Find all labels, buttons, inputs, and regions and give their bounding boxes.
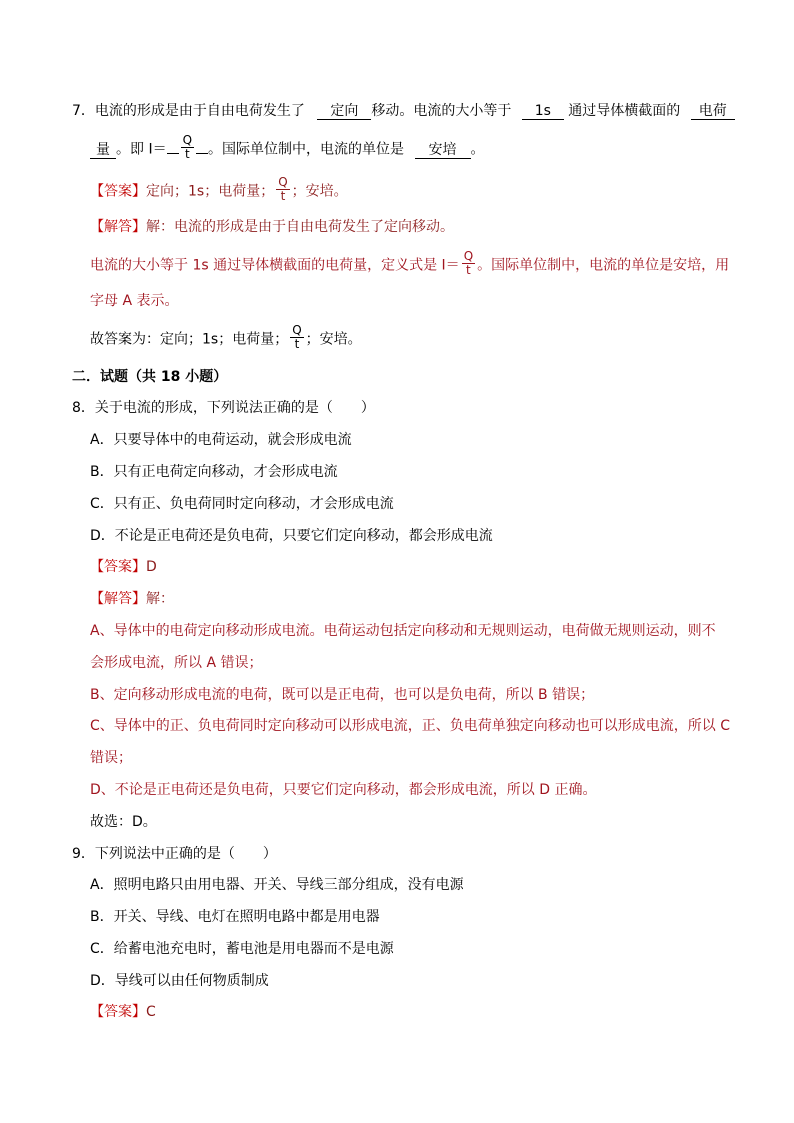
answer-tag: 【答案】 [90, 559, 146, 575]
q7-blank-4-left [167, 153, 179, 154]
q8-conclusion: 故选：D。 [90, 814, 157, 830]
analysis-tag: 【解答】 [90, 591, 146, 607]
q8-stem: 8．关于电流的形成，下列说法正确的是（ ） [72, 400, 375, 416]
fraction-denominator: t [466, 263, 471, 277]
q8-analysis-line: D、不论是正电荷还是负电荷，只要它们定向移动，都会形成电流，所以 D 正确。 [90, 782, 597, 798]
q8-option-b: B．只有正电荷定向移动，才会形成电流 [90, 464, 338, 480]
q9-answer-value: C [146, 1004, 156, 1020]
q7-blank-4-right [196, 153, 208, 154]
q7-answer-text-b: ；安培。 [291, 183, 348, 200]
q7-blank-1: 定向 [317, 103, 371, 120]
q8-option-a: A．只要导体中的电荷运动，就会形成电流 [90, 432, 352, 448]
q7-blank-3a: 电荷 [691, 103, 735, 120]
q9-option-b: B．开关、导线、电灯在照明电路中都是用电器 [90, 909, 380, 925]
q7-conclusion-text-a: 故答案为：定向；1s；电荷量； [90, 331, 289, 348]
q7-answer-text-a: 定向；1s；电荷量； [146, 183, 275, 200]
q8-analysis-line: C、导体中的正、负电荷同时定向移动可以形成电流，正、负电荷单独定向移动也可以形成电流，所以 C [90, 718, 730, 734]
q8-answer-value: D [146, 559, 157, 575]
q7-line2 [90, 133, 485, 163]
q9-option-d: D．导线可以由任何物质制成 [90, 973, 269, 989]
q7-stem-part3: 通过导体横截面的 [568, 103, 681, 119]
q8-analysis-head-text: 解： [146, 591, 174, 607]
fraction-numerator: Q [278, 175, 288, 189]
q7-conclusion-text-b: ；安培。 [305, 331, 362, 348]
fraction-denominator: t [280, 189, 286, 203]
q7-analysis-fraction [462, 250, 475, 277]
fraction-numerator: Q [463, 249, 474, 263]
q7-conclusion-fraction [290, 324, 303, 351]
q8-analysis-line: 会形成电流，所以 A 错误； [90, 655, 263, 671]
q8-answer [90, 558, 157, 576]
q7-conclusion [90, 323, 362, 353]
q7-blank-2: 1s [522, 103, 564, 120]
q7-analysis-text-2b: 。国际单位制中，电流的单位是安培，用 [477, 257, 730, 274]
q7-formula-fraction [181, 134, 194, 161]
q9-option-c: C．给蓄电池充电时，蓄电池是用电器而不是电源 [90, 941, 394, 957]
q7-analysis-2 [90, 249, 730, 279]
q7-stem-part1: 7．电流的形成是由于自由电荷发生了 [72, 103, 305, 119]
fraction-denominator: t [184, 147, 190, 161]
q7-analysis-1 [90, 218, 454, 236]
analysis-tag: 【解答】 [90, 219, 146, 235]
q7-blank-5: 安培 [415, 142, 471, 159]
q8-analysis-line: A、导体中的电荷定向移动形成电流。电荷运动包括定向移动和无规则运动，电荷做无规则运动，则不 [90, 623, 716, 639]
q7-stem-part5: 。国际单位制中，电流的单位是 [208, 141, 405, 158]
q8-analysis-line: B、定向移动形成电流的电荷，既可以是正电荷，也可以是负电荷，所以 B 错误； [90, 687, 595, 703]
section-title: 二．试题（共 18 小题） [72, 369, 228, 385]
q8-analysis-line: 错误； [90, 750, 132, 766]
fraction-numerator: Q [182, 133, 193, 147]
q7-line1 [72, 102, 735, 120]
answer-tag: 【答案】 [90, 183, 146, 200]
fraction-numerator: Q [292, 323, 302, 337]
q7-stem-part4: 。即 I＝ [116, 141, 167, 158]
q7-answer [90, 175, 348, 205]
q7-analysis-text-1: 解：电流的形成是由于自由电荷发生了定向移动。 [146, 219, 454, 235]
q9-answer [90, 1003, 156, 1021]
q7-analysis-text-2a: 电流的大小等于 1s 通过导体横截面的电荷量，定义式是 I＝ [90, 257, 460, 274]
q7-blank-3b: 量 [90, 142, 116, 159]
q7-stem-part2: 移动。电流的大小等于 [371, 103, 512, 119]
q9-option-a: A．照明电路只由用电器、开关、导线三部分组成，没有电源 [90, 877, 464, 893]
q7-answer-fraction [276, 176, 289, 203]
q7-analysis-3: 字母 A 表示。 [90, 293, 179, 309]
q9-stem: 9．下列说法中正确的是（ ） [72, 846, 277, 862]
fraction-denominator: t [294, 337, 300, 351]
answer-tag: 【答案】 [90, 1004, 146, 1020]
q7-stem-end: 。 [470, 141, 485, 158]
q8-analysis-head [90, 590, 174, 608]
q8-option-c: C．只有正、负电荷同时定向移动，才会形成电流 [90, 496, 394, 512]
q8-option-d: D．不论是正电荷还是负电荷，只要它们定向移动，都会形成电流 [90, 528, 493, 544]
